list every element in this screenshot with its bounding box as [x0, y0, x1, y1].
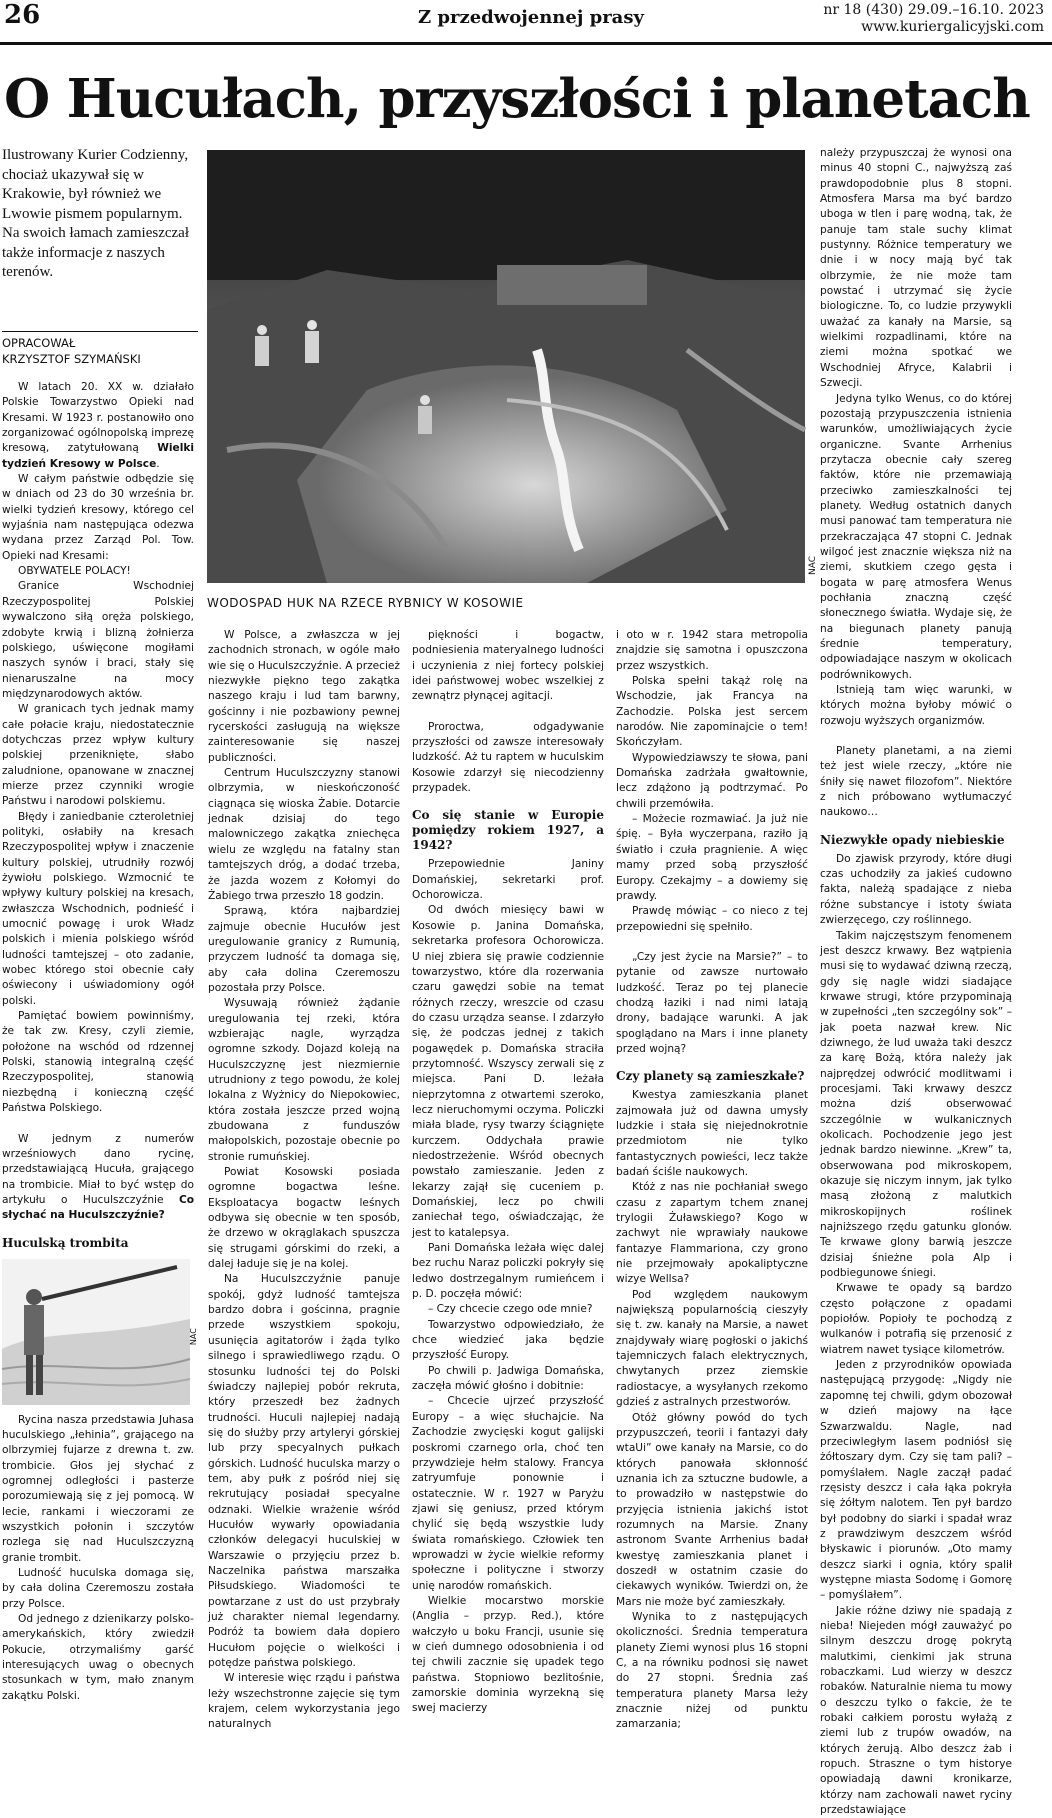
paragraph: W latach 20. XX w. działało Polskie Towarzystwo Opieki nad Kresami. W 1923 r. postanowiło ono zorganizować ogólnopolską imprezę kresową, zatytułowaną Wielki tydzień Kresowy w Polsce.: [2, 381, 194, 470]
website-link[interactable]: www.kuriergalicyjski.com: [861, 19, 1044, 35]
paragraph: Jedyna tylko Wenus, co do której pozostają przypuszczenia istnienia warunków, umożliwiających życie organiczne. Svante Arrhenius przytacza obecnie cały szereg faktów, które nie przemawiają przeciwko zamieszkalności tej planety. Według ostatnich danych musi panować tam temperatura nie przekraczająca 47 stopni C. Jednak wilgoć jest znacznie większa niż na ziemi, skutkiem czego gęsta i bogata w parę atmosfera Wenus pochłania znaczną część słonecznego światła. Wydaje się, że na biegunach planety panują średnie temperatury, odpowiadające naszym w okolicach podrównikowych.: [820, 392, 1012, 681]
bold-title: Co słychać na Huculszczyźnie?: [2, 1193, 194, 1222]
column-2: [208, 628, 400, 1731]
paragraph: Proroctwa, odgadywanie przyszłości od zawsze interesowały ludzkość. Aż tu raptem w huculskim Kosowie zdarzył się niecodzienny przypadek.: [412, 720, 604, 795]
paragraph: Towarzystwo odpowiedziało, że chce wiedzieć jaka będzie przyszłość Europy.: [412, 1318, 604, 1362]
photo-caption: WODOSPAD HUK NA RZECE RYBNICY W KOSOWIE: [207, 596, 524, 610]
paragraph: Przepowiednie Janiny Domańskiej, sekretarki prof. Ochorowicza.: [412, 858, 604, 902]
paragraph: – Możecie rozmawiać. Ja już nie śpię. – Była wyczerpana, raziło ją światło i czuła pragnienie. A więc mamy przed sobą przyszłość Europy. Czekajmy – a dowiemy się prawdy.: [616, 813, 808, 902]
paragraph: piękności i bogactw, podniesienia materyalnego ludności i uczynienia z niej fortecy polskiej idei państwowej wobec wszelkiej z zewnątrz płynącej agitacji.: [412, 629, 604, 703]
photo-credit: NAC: [808, 555, 818, 575]
paragraph: W Polsce, a zwłaszcza w jej zachodnich stronach, w ogóle mało wie się o Huculszczyźnie. A przecież niezwykłe piękno tego zakątka naszego kraju i lud tam barwny, gościnny i nie pozbawiony pewnej rycerskości zasługują na większe zainteresowanie się naszej publiczności.: [208, 629, 400, 764]
paragraph: Wypowiedziawszy te słowa, pani Domańska zadrżała gwałtownie, lecz zdążono ją podtrzymać. Po chwili przemówiła.: [616, 751, 808, 810]
paragraph: Po chwili p. Jadwiga Domańska, zaczęła mówić głośno i dobitnie:: [412, 1364, 604, 1393]
header-rule: [0, 42, 1052, 45]
column-3: [412, 628, 604, 1715]
paragraph: Pamiętać bowiem powinniśmy, że tak zw. Kresy, czyli ziemie, położone na wschód od rdzennej Polski, stanowią integralną część Rzeczypospolitej, stanowią niezbędną i konieczną część Państwa Polskiego.: [2, 1010, 194, 1115]
headline: O Hucułach, przyszłości i planetach: [4, 68, 1030, 130]
paragraph: i oto w r. 1942 stara metropolia znajdzie się samotna i opuszczona przez wszystkich.: [616, 629, 808, 672]
paragraph: Powiat Kosowski posiada ogromne bogactwa leśne. Eksploatacya bogactw leśnych odbywa się obecnie w ten sposób, że drzewo w okrąglakach spuszcza się strugami górskimi do rzeki, a dalej ładuje się je na kolej.: [208, 1166, 400, 1271]
paragraph: Rycina nasza przedstawia Juhasa huculskiego „łehinia”, grającego na olbrzymiej fujarze z drewna t. zw. trombicie. Głos jej słychać z ogromnej odległości i pasterze porozumiewają się z jej pomocą. W lecie, rankami i wieczorami ze wszystkich połonin i szczytów rozlega się nad Huculszczyzną granie trombit.: [2, 1413, 194, 1564]
author-rule: [2, 331, 198, 332]
paragraph: W interesie więc rządu i państwa leży wszechstronne zajęcie się tym krajem, celem wykorzystania jego naturalnych: [208, 1672, 400, 1731]
waterfall-photo: [207, 150, 805, 583]
paragraph: Takim najczęstszym fenomenem jest deszcz krwawy. Bez wątpienia musi się to wydawać dziwną rzeczą, gdy się nagle widzi siadające krwawe strugi, które przypominają w zupełności „ten szczególny sok” – jak poeta nazwał krew. Nic dziwnego, że lud uważa taki deszcz za karę Bożą, która należy jak najprędzej odwrócić modlitwami i procesjami. Taki krwawy deszcz można dziś obserwować szczególnie w wulkanicznych okolicach. Pochodzenie jego jest jednak bardzo niewinne. „Krew” ta, obserwowana pod mikroskopem, okazuje się niczym innym, jak tylko masą złożoną z malutkich mikroskopijnych roślinek najniższego rzędu gatunku glonów. Te krwawe glony barwią jeszcze dzisiaj śnieżne pola Alp i podbiegunowe śniegi.: [820, 929, 1012, 1280]
page-number: 26: [4, 0, 41, 30]
paragraph: „Czy jest życie na Marsie?” – to pytanie od zawsze nurtowało ludzkość. Teraz po tej planecie chodzą łaziki i nad nimi latają drony, badające warunki. A jak spoglądano na Mars i inne planety przed wojną?: [616, 950, 808, 1055]
paragraph: Istnieją tam więc warunki, w których można byłoby mówić o rozwoju wyższych organizmów.: [820, 684, 1012, 727]
paragraph: Któż z nas nie pochłaniał swego czasu z zapartym tchem znanej trylogii Żuławskiego? Kogo w zachwyt nie wprawiały naukowe fantazye Flammariona, czy grono nie przejmowały apokaliptyczne wizye Wellsa?: [616, 1181, 808, 1286]
paragraph: Błędy i zaniedbanie czteroletniej polityki, osłabiły na kresach Rzeczypospolitej wpływ i znaczenie kultury polskiej, utrudniły rozwój żywiołu polskiego. Wzmocnić te wpływy kultury polskiej na kresach, zwłaszcza Wschodnich, podnieść i umocnić powagę i urok Władz polskich i mienia polskiego wśród ludności tamtejszej – oto zadanie, wobec którego stoi obecnie cały oświecony i uświadomiony ogół polski.: [2, 810, 194, 1007]
trombita-sketch: [2, 1259, 198, 1405]
section-title: Z przedwojennej prasy: [418, 7, 644, 28]
paragraph: W granicach tych jednak mamy całe połacie kraju, niedostatecznie dotychczas przez wpływ kultury polskiej przeniknięte, słabo zaludnione, opanowane w znacznej mierze przez czynniki wrogie Państwu i narodowi polskiemu.: [2, 703, 194, 808]
paragraph: Od jednego z dzienikarzy polsko-amerykańskich, który zwiedził Pokucie, otrzymaliśmy garść interesujących uwag o obecnych stosunkach w tym, mało znanym zakątku Polski.: [2, 1613, 194, 1702]
paragraph: Do zjawisk przyrody, które długi czas uchodziły za jakieś cudowno fakta, należą spadające z nieba różne substancye i istoty świata zwierzęcego, czy roślinnego.: [820, 852, 1012, 927]
paragraph: Jakie różne dziwy nie spadają z nieba! Niejeden mógł zauważyć po silnym deszczu drogę pokrytą malutkimi, cienkimi jak struna robaczkami. Lud wierzy w deszcz robaków. Naturalnie niema tu mowy o deszczu tylko o fakcie, że te robaki całkiem porostu wyłażą z ziemi lub z trupów owadów, na których żerują. Albo deszcz żab i ropuch. Straszne o tym historye opowiadają dawni kronikarze, którzy nam zachowali nawet ryciny przedstawiające: [820, 1604, 1012, 1817]
subheading: Niezwykłe opady niebieskie: [820, 832, 1005, 847]
paragraph: W całym państwie odbędzie się w dniach od 23 do 30 września br. wielki tydzień kresowy, którego cel wyjaśnia nam następująca odezwa wydana przez Zarząd Pol. Tow. Opieki nad Kresami:: [2, 473, 194, 562]
paragraph: OBYWATELE POLACY!: [18, 565, 131, 578]
paragraph: Prawdę mówiąc – co nieco z tej przepowiedni się spełniło.: [616, 905, 808, 933]
paragraph: Pod względem naukowym największą popularnością cieszyły się t. zw. kanały na Marsie, a nawet znajdywały wiarę pogłoski o jakichś tajemniczych falach elektrycznych, chwytanych przez ziemskie radiostacye, a wysyłanych rzekomo gdzieś z astralnych przestworów.: [616, 1288, 808, 1409]
paragraph: Kwestya zamieszkania planet zajmowała już od dawna umysły ludzkie i stała się niejednokrotnie przedmiotom nie tylko fantastycznych powieści, lecz także badań ściśle naukowych.: [616, 1089, 808, 1178]
paragraph: Planety planetami, a na ziemi też jest wiele rzeczy, „które nie śniły się nawet filozofom”. Niektóre z nich próbowano wytłumaczyć naukowo…: [820, 745, 1012, 819]
paragraph: – Chcecie ujrzeć przyszłość Europy – a więc słuchajcie. Na Zachodzie zwycięski kogut galijski poskromi czarnego orla, choć ten przywdzieje hełm stalowy. Francya zatryumfuje ponownie i ostatecznie. W r. 1927 w Paryżu zjawi się geniusz, przed którym chylić się będą wszystkie ludy świata romańskiego. Człowiek ten wprowadzi w życie wielkie reformy społeczne i polityczne i stworzy unię narodów romańskich.: [412, 1395, 604, 1592]
paragraph: należy przypuszczaj że wynosi ona minus 40 stopni C., najwyższą zaś prawdopodobnie plus 8 stopni. Atmosfera Marsa ma być bardzo uboga w tlen i parę wodną, tak, że panuje tam stale suchy klimat pustynny. Różnice temperatury we dnie i w nocy mają być tak olbrzymie, że nie może tam powstać i utrzymać się życie biologiczne. To, co ludzie przywykli uważać za kanały na Marsie, są wielkimi rozpadlinami, które na ziemi można spotkać we Wschodniej Afryce, Kalabrii i Szwecji.: [820, 147, 1012, 390]
issue-number: nr 18 (430) 29.09.–16.10. 2023: [823, 2, 1044, 18]
bold-title: Wielki tydzień Kresowy w Polsce: [2, 442, 194, 470]
paragraph: Polska spełni takąż rolę na Wschodzie, jak Francya na Zachodzie. Polska jest sercem narodów. Nie zapominajcie o tem! Skończyłam.: [616, 675, 808, 749]
paragraph: Pani Domańska leżała więc dalej bez ruchu Naraz policzki pokryły się ledwo dostrzegalnym rumieńcem i p. D. poczęła mówić:: [412, 1242, 604, 1301]
lead-paragraph: Ilustrowany Kurier Codzienny, chociaż ukazywał się w Krakowie, był również we Lwowie pismem popularnym. Na swoich łamach zamieszczał także informacje z naszych terenów.: [2, 147, 189, 280]
paragraph: Wysuwają również żądanie uregulowania tej rzeki, która wzbierając nagle, wyrządza ogromne szkody. Dojazd koleją na Huculszczyznę jest niezmiernie utrudniony z tego powodu, że kolej lokalna z Wyżnicy do Niepokowiec, która została jeszcze przed wojną zbudowana z funduszów małopolskich, pozostaje obecnie po stronie rumuńskiej.: [208, 997, 400, 1163]
subheading: Co się stanie w Europie pomiędzy rokiem 1927, a 1942?: [412, 808, 604, 853]
author-label: OPRACOWAŁ: [2, 336, 76, 350]
column-4: [616, 628, 808, 1731]
paragraph: – Czy chcecie czego ode mnie?: [428, 1303, 593, 1316]
sketch-credit: NAC: [188, 1327, 198, 1345]
paragraph: Wielkie mocarstwo morskie (Anglia – przyp. Red.), które wałczyło u boku Francji, usunie się w cień dumnego odosobnienia i od tej chwili zacznie się upadek tego państwa. Stopniowo bezlitośnie, zamorskie dominia wyrzekną się swej macierzy: [412, 1594, 604, 1715]
subheading: Huculską trombita: [2, 1235, 129, 1250]
paragraph: Jeden z przyrodników opowiada następującą przygodę: „Nigdy nie zapomnę tej chwili, gdym obozował w dzień majowy na łące Szwarzwaldu. Nagle, nad przeciwległym lasem podniósł się żółtoszary dym. Czy się tam pali? – pomyślałem. Nagle zaczął padać rzęsisty deszcz i cała łąka pokryła się żółtym nalotem. Ten pył bardzo był podobny do siarki i spadał wraz z prawdziwym deszczem wśród błyskawic i piorunów. „Oto mamy deszcz siarki i ognia, który spalił występne miasta Sodomę i Gomorę – pomyślałem”.: [820, 1359, 1012, 1602]
paragraph: Krwawe te opady są bardzo często połączone z opadami popiołów. Popioły te pochodzą z wulkanów i potrafią się przenosić z wiatrem nawet tysiące kilometrów.: [820, 1282, 1012, 1356]
subheading: Czy planety są zamieszkałe?: [616, 1069, 805, 1084]
paragraph: Od dwóch miesięcy bawi w Kosowie p. Janina Domańska, sekretarka profesora Ochorowicza. U niej zbiera się prawie codziennie towarzystwo, które dla rozerwania czaru gawędzi sobie na temat różnych rzeczy, wreszcie od czasu do czasu urządza seanse. I zdarzyło się, że podczas jednej z takich pogawędek p. Domańska straciła przytomność. Wszyscy zerwali się z miejsca. Pani D. leżała nieprzytomna z otwartemi szeroko, lecz nieruchomymi oczyma. Policzki miała blade, rysy twarzy ściągnięte kurczem. Oddychała prawie niedostrzeżenie. Wśród obecnych powstało zamieszanie. Jeden z lekarzy zajął się cuceniem p. Domańskiej, lecz po chwili zaniechał tego, oświadczając, że jest to katalepsya.: [412, 904, 604, 1239]
author-byline: [2, 335, 198, 367]
paragraph: Sprawą, która najbardziej zajmuje obecnie Hucułów jest uregulowanie granicy z Rumunią, przyczem ludność ta domaga się, aby cała dolina Czeremoszu pozostała przy Polsce.: [208, 905, 400, 994]
column-1: [2, 380, 198, 1702]
paragraph: Ludność huculska domaga się, by cała dolina Czeremoszu została przy Polsce.: [2, 1567, 194, 1610]
paragraph: Granice Wschodniej Rzeczypospolitej Polskiej wywalczono siłą oręża polskiego, zdobyte krwią i blizną żołnierza polskiego, uświęcone mogiłami naszych synów i braci, stały się nienaruszalne na mocy międzynarodowych aktów.: [2, 580, 194, 700]
issue-info: [823, 2, 1044, 36]
paragraph: Na Huculszczyźnie panuje spokój, gdyż ludność tamtejsza bardzo dobra i gościnna, pragnie przede wszystkiem spokoju, usunięcia agitatorów i żąda tylko silnego i sprawiedliwego rządu. O stosunku ludności tej do Polski świadczy najlepiej pobór rekruta, który przeszedł bez żadnych trudności. Huculi najlepiej nadają się do służby przy artyleryi górskiej lub przy specyalnych pułkach górskich. Ludność huculska marzy o tem, aby pułk z pośród niej się rekrutujący posiadał specyalne odznaki. Wielkie wrażenie wśród Hucułów wywarły opowiadania członków delegacyi huculskiej w Warszawie o przyjęciu przez b. Naczelnika państwa marszałka Piłsudskiego. Wiadomości te powtarzane z ust do ust przybrały już charakter niemal legendarny. Podróż ta bowiem dała dopiero Hucułom pojęcie o wielkości i potędze państwa polskiego.: [208, 1273, 400, 1670]
paragraph: Wynika to z następujących okoliczności. Średnia temperatura planety Ziemi wynosi plus 16 stopni C, a na równiku podnosi się nawet do 27 stopni. Średnia zaś temperatura planety Marsa leży znacznie niżej od punktu zamarzania;: [616, 1610, 808, 1731]
paragraph: W jednym z numerów wrześniowych dano rycinę, przedstawiającą Hucuła, grającego na trombicie. Miał to być wstęp do artykułu o Huculszczyźnie Co słychać na Huculszczyźnie?: [2, 1132, 194, 1222]
paragraph: Otóż główny powód do tych przypuszczeń, teorii i fantazyi dały wtaUi” owe kanały na Marsie, co do których panowała skłonność uznania ich za sztuczne budowle, a to prowadziło w następstwie do przyjęcia istnienia jakichś istot rozumnych na Marsie. Znany astronom Svante Arrhenius badał kwestyę zamieszkania planet i doszedł w ostatnim czasie do ciekawych wyników. Twierdzi on, że Mars nie może być zamieszkały.: [616, 1411, 808, 1608]
paragraph: Centrum Huculszczyzny stanowi olbrzymia, w nieskończoność ciągnąca się wioska Żabie. Dotarcie jednak dzisiaj do tego malowniczego zakątka zniechęca wielu ze względu na fatalny stan tamtejszych dróg, a dodać trzeba, że jazda wozem z Kołomyi do Żabiego trwa przeszło 18 godzin.: [208, 767, 400, 902]
author-name: KRZYSZTOF SZYMAŃSKI: [2, 352, 141, 366]
column-5: [820, 146, 1012, 1817]
